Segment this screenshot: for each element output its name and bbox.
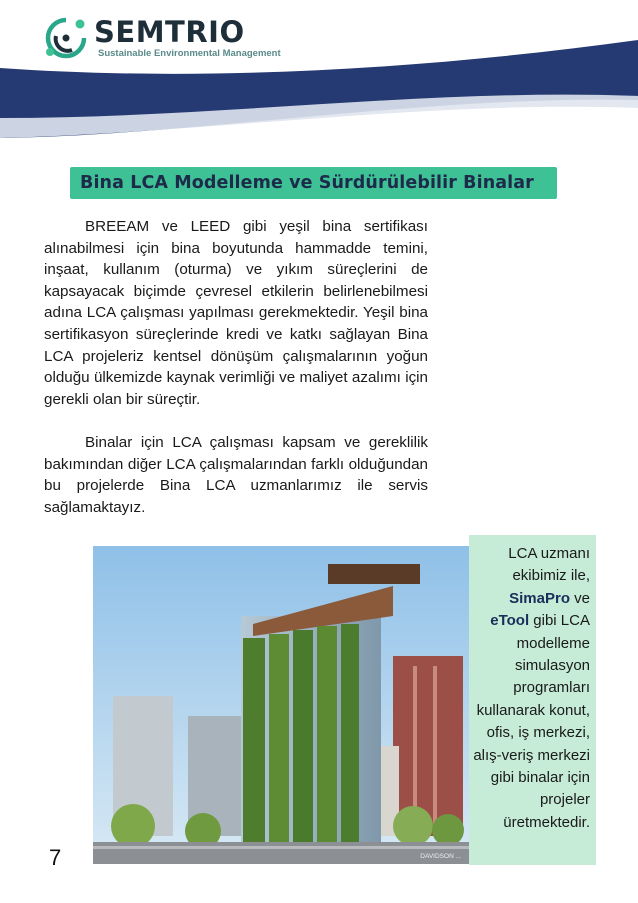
sidebar-text-middle: ve — [569, 589, 590, 607]
sidebar-note — [469, 535, 596, 865]
paragraph-2: Binalar için LCA çalışması kapsam ve gereklilik bakımından diğer LCA çalışmalarından farklı olduğundan bu projelerde Bina LCA uzmanlarımız ile servis sağlamaktayız. — [44, 433, 428, 516]
section-title-bar — [70, 167, 557, 199]
paragraph-1: BREEAM ve LEED gibi yeşil bina sertifikası alınabilmesi için bina boyutunda hammadde temini, inşaat, kullanım (oturma) ve yıkım süreçlerini de kapsayacak biçimde çevresel etkilerin belirlenebilmesi adına LCA çalışması yapılması gerekmektedir. Yeşil bina sertifikasyon süreçlerinde kredi ve katkı sağlayan Bina LCA projeleriz kentsel dönüşüm çalışmalarının yoğun olduğu ülkemizde kaynak verimliği ve maliyet azalımı için gerekli olan bir süreçtir. — [44, 218, 428, 408]
section-title: Bina LCA Modelleme ve Sürdürülebilir Binalar — [80, 173, 534, 193]
sidebar-highlight-simapro: SimaPro — [509, 589, 570, 607]
page-number: 7 — [49, 845, 62, 870]
sidebar-highlight-etool: eTool — [490, 612, 530, 630]
building-illustration — [93, 546, 469, 864]
sidebar-text — [468, 543, 590, 834]
semtrio-logo-mark-icon — [42, 14, 90, 62]
brand-tagline: Sustainable Environmental Management — [98, 48, 281, 59]
body-text — [44, 216, 428, 518]
semtrio-logo — [42, 14, 281, 66]
sidebar-text-before: LCA uzmanı ekibimiz ile, — [508, 545, 590, 585]
green-building-photo — [93, 546, 469, 864]
photo-credit: DAVIDSON ... — [420, 853, 461, 860]
sidebar-text-after: gibi LCA modelleme simulasyon programları kullanarak konut, ofis, iş merkezi, alış-veriş merkezi gibi binalar için projeler üretmektedir. — [473, 612, 590, 831]
brand-name: SEMTRIO — [94, 15, 245, 49]
